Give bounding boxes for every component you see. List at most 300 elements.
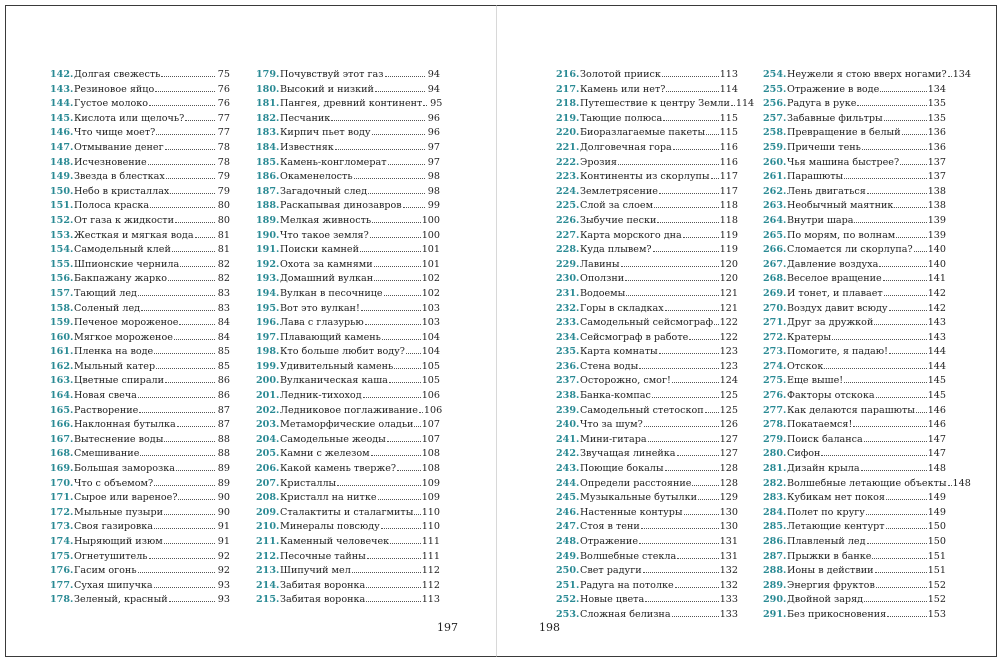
toc-entry-number: 183. (256, 127, 280, 139)
toc-entry-page: 148 (952, 477, 971, 489)
toc-entry (556, 593, 738, 608)
toc-leader-dots (896, 237, 926, 238)
toc-entry (50, 389, 230, 404)
toc-entry (256, 433, 440, 448)
toc-entry-title: Радуга на потолке (580, 579, 674, 591)
toc-entry-title: Самодельные жеоды (280, 433, 386, 445)
book-gutter (496, 6, 497, 655)
toc-leader-dots (361, 310, 421, 311)
toc-entry-title: Шпионские чернила (74, 258, 180, 270)
toc-entry-number: 276. (763, 390, 787, 402)
toc-entry-title: Звезда в блестках (74, 171, 165, 183)
toc-entry-title: Камень или нет? (580, 83, 666, 95)
toc-entry-page: 109 (421, 477, 440, 489)
toc-entry (50, 535, 230, 550)
toc-leader-dots (653, 251, 719, 252)
toc-entry-title: Метаморфические оладьи (280, 419, 414, 431)
toc-leader-dots (389, 382, 421, 383)
toc-entry-page: 100 (421, 229, 440, 241)
toc-entry-page: 79 (217, 185, 230, 197)
toc-entry (256, 520, 440, 535)
toc-entry (763, 462, 946, 477)
toc-entry-page: 146 (927, 419, 946, 431)
toc-entry-title: Забитая воронка (280, 579, 366, 591)
toc-leader-dots (352, 572, 421, 573)
toc-entry-page: 101 (421, 244, 440, 256)
toc-entry-title: Карта комнаты (580, 346, 658, 358)
toc-entry-page: 137 (927, 156, 946, 168)
toc-entry (256, 272, 440, 287)
toc-leader-dots (155, 91, 215, 92)
toc-leader-dots (884, 120, 927, 121)
toc-entry (256, 97, 443, 112)
toc-leader-dots (648, 441, 719, 442)
toc-entry-number: 287. (763, 550, 787, 562)
toc-leader-dots (916, 412, 927, 413)
toc-entry-page: 103 (421, 317, 440, 329)
toc-entry (50, 564, 230, 579)
toc-entry-page: 101 (421, 258, 440, 270)
toc-entry (50, 550, 230, 565)
toc-entry-number: 229. (556, 258, 580, 270)
toc-entry-page: 96 (427, 112, 440, 124)
toc-leader-dots (621, 266, 719, 267)
toc-leader-dots (731, 105, 735, 106)
toc-entry-title: Какой камень тверже? (280, 463, 397, 475)
toc-leader-dots (154, 587, 215, 588)
toc-entry (763, 389, 946, 404)
toc-leader-dots (880, 91, 926, 92)
toc-entry-number: 212. (256, 550, 280, 562)
toc-entry (50, 112, 230, 127)
toc-entry-title: Сейсмограф в работе (580, 331, 689, 343)
toc-entry-number: 175. (50, 550, 74, 562)
toc-entry-title: Лавины (580, 258, 620, 270)
toc-entry-number: 248. (556, 536, 580, 547)
toc-entry (50, 170, 230, 185)
toc-leader-dots (150, 207, 215, 208)
toc-column-right-1 (556, 68, 755, 623)
toc-leader-dots (164, 514, 215, 515)
toc-leader-dots (354, 178, 425, 179)
toc-leader-dots (914, 251, 927, 252)
toc-leader-dots (824, 368, 926, 369)
toc-entry (763, 229, 946, 244)
toc-leader-dots (675, 587, 719, 588)
toc-entry-page: 114 (735, 98, 755, 110)
toc-entry-number: 208. (256, 492, 280, 504)
toc-entry (556, 506, 738, 521)
toc-entry (763, 185, 946, 200)
toc-entry-page: 125 (719, 390, 738, 402)
toc-entry-title: Большая заморозка (74, 463, 175, 475)
toc-entry (763, 506, 946, 521)
toc-entry-title: Сложная белизна (580, 608, 671, 620)
toc-entry (50, 331, 230, 346)
toc-entry-number: 154. (50, 244, 74, 256)
toc-entry-page: 119 (719, 244, 738, 256)
toc-entry (763, 608, 946, 623)
toc-entry-page: 106 (423, 404, 443, 416)
toc-entry-page: 91 (217, 521, 230, 533)
toc-entry-number: 245. (556, 492, 580, 504)
toc-entry-number: 145. (50, 112, 74, 124)
toc-entry (256, 550, 440, 565)
toc-leader-dots (844, 382, 927, 383)
toc-entry-page: 113 (421, 594, 440, 606)
toc-leader-dots (884, 295, 927, 296)
toc-entry-title: И тонет, и плавает (787, 287, 883, 299)
toc-entry-page: 123 (719, 346, 738, 358)
toc-entry-page: 76 (217, 98, 230, 110)
toc-entry-title: Кто больше любит воду? (280, 346, 405, 358)
toc-entry-page: 85 (217, 360, 230, 372)
toc-entry-title: Сломается ли скорлупа? (787, 244, 913, 256)
toc-entry-page: 120 (719, 273, 738, 285)
toc-leader-dots (625, 280, 719, 281)
toc-entry-number: 185. (256, 156, 280, 168)
toc-entry-page: 106 (421, 390, 440, 402)
toc-column-right-2 (763, 68, 972, 623)
toc-entry-page: 87 (217, 419, 230, 431)
toc-leader-dots (875, 572, 927, 573)
toc-entry (256, 243, 440, 258)
toc-entry-title: Горы в складках (580, 302, 664, 314)
toc-leader-dots (140, 455, 215, 456)
toc-column-left-2 (256, 68, 443, 608)
toc-entry-title: Зеленый, красный (74, 594, 168, 606)
toc-entry-title: Удивительный камень (280, 360, 394, 372)
toc-entry-number: 242. (556, 448, 580, 460)
toc-entry-title: Каменный человечек (280, 536, 390, 547)
toc-entry-page: 105 (421, 360, 440, 372)
toc-entry-number: 269. (763, 287, 787, 299)
toc-leader-dots (666, 91, 718, 92)
toc-entry-number: 187. (256, 185, 280, 197)
toc-entry (256, 258, 440, 273)
toc-entry-page: 152 (927, 579, 946, 591)
toc-entry (763, 156, 946, 171)
toc-entry-title: Пангея, древний континент (280, 98, 423, 110)
toc-entry-title: Резиновое яйцо (74, 83, 155, 95)
toc-leader-dots (887, 616, 927, 617)
toc-entry (556, 433, 738, 448)
toc-entry-page: 150 (927, 536, 946, 547)
toc-entry (50, 360, 230, 375)
toc-entry-number: 270. (763, 302, 787, 314)
toc-entry-number: 235. (556, 346, 580, 358)
toc-leader-dots (641, 528, 719, 529)
toc-entry-title: Исчезновение (74, 156, 147, 168)
toc-entry-number: 221. (556, 141, 580, 153)
toc-entry-page: 146 (927, 404, 946, 416)
toc-entry (256, 447, 440, 462)
toc-entry-number: 216. (556, 69, 580, 80)
toc-leader-dots (368, 193, 425, 194)
toc-entry-title: Волшебные летающие объекты (787, 477, 947, 489)
toc-entry-page: 90 (217, 506, 230, 518)
toc-entry-page: 129 (719, 492, 738, 504)
toc-entry-page: 107 (421, 419, 440, 431)
toc-leader-dots (705, 412, 719, 413)
toc-entry-number: 155. (50, 258, 74, 270)
toc-leader-dots (168, 280, 215, 281)
toc-entry (763, 258, 946, 273)
toc-entry-title: Густое молоко (74, 98, 149, 110)
toc-entry-title: Настенные контуры (580, 506, 683, 518)
toc-entry-title: Отражение (580, 536, 639, 547)
toc-entry-title: Известняк (280, 141, 334, 153)
toc-entry (50, 214, 230, 229)
toc-leader-dots (406, 353, 421, 354)
toc-entry-page: 84 (217, 317, 230, 329)
toc-entry (763, 477, 971, 492)
toc-leader-dots (179, 324, 215, 325)
toc-entry (763, 97, 946, 112)
toc-entry-page: 117 (719, 171, 738, 183)
toc-leader-dots (861, 470, 927, 471)
toc-entry-title: Лава с глазурью (280, 317, 364, 329)
toc-entry (256, 185, 440, 200)
toc-entry-number: 189. (256, 214, 280, 226)
toc-entry (256, 374, 440, 389)
toc-entry-title: Печеное мороженое (74, 317, 179, 329)
toc-entry-title: Дизайн крыла (787, 463, 860, 475)
toc-entry-number: 173. (50, 521, 74, 533)
toc-entry-page: 126 (719, 419, 738, 431)
toc-entry-number: 288. (763, 565, 787, 577)
toc-leader-dots (874, 324, 926, 325)
toc-entry-page: 89 (217, 463, 230, 475)
toc-entry-page: 139 (927, 229, 946, 241)
toc-entry (256, 389, 440, 404)
toc-entry-number: 144. (50, 98, 74, 110)
toc-entry-number: 273. (763, 346, 787, 358)
toc-entry-page: 135 (927, 112, 946, 124)
toc-entry-number: 169. (50, 463, 74, 475)
toc-entry-title: Поиски камней (280, 244, 359, 256)
toc-entry-page: 110 (421, 521, 440, 533)
toc-entry-number: 193. (256, 273, 280, 285)
toc-entry-number: 236. (556, 360, 580, 372)
toc-entry-number: 180. (256, 83, 280, 95)
toc-entry-page: 82 (217, 258, 230, 270)
toc-leader-dots (677, 455, 719, 456)
toc-entry-page: 134 (927, 83, 946, 95)
toc-entry-number: 265. (763, 229, 787, 241)
toc-entry (556, 112, 738, 127)
toc-entry-number: 167. (50, 433, 74, 445)
toc-entry-title: Самодельный клей (74, 244, 171, 256)
toc-entry-page: 120 (719, 258, 738, 270)
toc-entry-page: 100 (421, 214, 440, 226)
toc-entry (256, 126, 440, 141)
toc-entry-number: 274. (763, 360, 787, 372)
toc-entry-page: 112 (421, 579, 440, 591)
toc-entry-title: Еще выше! (787, 375, 844, 387)
toc-leader-dots (857, 105, 926, 106)
toc-entry-page: 153 (927, 608, 946, 620)
toc-entry-title: Континенты из скорлупы (580, 171, 710, 183)
toc-entry-title: Прыжки в банке (787, 550, 872, 562)
toc-entry-number: 264. (763, 214, 787, 226)
toc-leader-dots (382, 339, 421, 340)
toc-entry-number: 227. (556, 229, 580, 241)
toc-entry-title: Своя газировка (74, 521, 154, 533)
toc-leader-dots (170, 193, 215, 194)
toc-entry (50, 506, 230, 521)
toc-entry-title: Лень двигаться (787, 185, 866, 197)
toc-entry-number: 207. (256, 477, 280, 489)
toc-entry (763, 199, 946, 214)
toc-entry (256, 345, 440, 360)
toc-leader-dots (639, 368, 718, 369)
toc-leader-dots (374, 266, 421, 267)
toc-entry-title: Высокий и низкий (280, 83, 374, 95)
toc-entry-number: 231. (556, 287, 580, 299)
toc-entry-page: 143 (927, 317, 946, 329)
page-number-left: 197 (437, 621, 458, 634)
toc-entry-title: Осторожно, смог! (580, 375, 671, 387)
toc-leader-dots (375, 91, 425, 92)
toc-entry-page: 78 (217, 156, 230, 168)
toc-entry-title: Землетрясение (580, 185, 658, 197)
toc-entry-page: 111 (421, 536, 440, 547)
toc-entry-title: Вытеснение воды (74, 433, 164, 445)
toc-entry-page: 139 (927, 214, 946, 226)
toc-entry-title: Мыльный катер (74, 360, 156, 372)
toc-entry (256, 112, 440, 127)
toc-entry-number: 177. (50, 579, 74, 591)
toc-leader-dots (886, 499, 927, 500)
toc-entry (556, 287, 738, 302)
toc-leader-dots (853, 426, 926, 427)
toc-entry-number: 211. (256, 536, 280, 547)
toc-entry-page: 132 (719, 565, 738, 577)
toc-entry-page: 99 (427, 200, 440, 212)
toc-entry-number: 228. (556, 244, 580, 256)
toc-leader-dots (366, 601, 420, 602)
toc-leader-dots (692, 485, 718, 486)
toc-entry (763, 126, 946, 141)
toc-entry-number: 179. (256, 69, 280, 80)
toc-entry-number: 146. (50, 127, 74, 139)
toc-leader-dots (672, 382, 719, 383)
toc-entry (763, 141, 946, 156)
toc-entry-title: Вот это вулкан! (280, 302, 360, 314)
toc-leader-dots (889, 310, 927, 311)
toc-entry (50, 404, 230, 419)
toc-entry (256, 491, 440, 506)
toc-leader-dots (626, 295, 718, 296)
toc-entry (556, 374, 738, 389)
toc-entry-number: 267. (763, 258, 787, 270)
toc-entry-page: 130 (719, 506, 738, 518)
toc-leader-dots (711, 178, 719, 179)
toc-entry-title: Покатаемся! (787, 419, 853, 431)
toc-leader-dots (872, 558, 926, 559)
toc-entry-title: Чья машина быстрее? (787, 156, 900, 168)
toc-entry-page: 119 (719, 229, 738, 241)
toc-leader-dots (384, 295, 421, 296)
toc-entry-page: 111 (421, 550, 440, 562)
toc-entry (763, 579, 946, 594)
toc-entry-number: 198. (256, 346, 280, 358)
toc-leader-dots (652, 397, 719, 398)
toc-entry (556, 185, 738, 200)
toc-entry-number: 250. (556, 565, 580, 577)
toc-entry-page: 143 (927, 331, 946, 343)
toc-entry (256, 83, 440, 98)
toc-entry (50, 579, 230, 594)
toc-entry-title: Необычный маятник (787, 200, 894, 212)
toc-entry-title: Двойной заряд (787, 594, 864, 606)
toc-entry (556, 316, 738, 331)
toc-entry-number: 156. (50, 273, 74, 285)
toc-leader-dots (414, 426, 420, 427)
toc-entry-number: 161. (50, 346, 74, 358)
toc-entry-number: 266. (763, 244, 787, 256)
toc-leader-dots (154, 485, 215, 486)
toc-leader-dots (387, 441, 421, 442)
toc-leader-dots (372, 222, 421, 223)
toc-leader-dots (154, 528, 215, 529)
toc-entry-title: Окаменелость (280, 171, 353, 183)
toc-entry-page: 145 (927, 390, 946, 402)
toc-leader-dots (175, 222, 215, 223)
toc-leader-dots (149, 105, 215, 106)
toc-leader-dots (894, 207, 926, 208)
toc-leader-dots (654, 207, 719, 208)
toc-entry-page: 118 (719, 214, 738, 226)
toc-entry-page: 123 (719, 360, 738, 372)
toc-entry (763, 243, 946, 258)
toc-entry-number: 152. (50, 214, 74, 226)
toc-leader-dots (388, 164, 425, 165)
toc-leader-dots (867, 543, 927, 544)
toc-entry (556, 418, 738, 433)
toc-entry (256, 156, 440, 171)
toc-entry (763, 520, 946, 535)
toc-entry-page: 128 (719, 463, 738, 475)
toc-entry-page: 144 (927, 360, 946, 372)
toc-entry-page: 130 (719, 521, 738, 533)
toc-entry-number: 218. (556, 98, 580, 110)
toc-entry-title: Кристалл на нитке (280, 492, 377, 504)
toc-entry-page: 121 (719, 287, 738, 299)
toc-entry-page: 114 (719, 83, 738, 95)
toc-entry-title: Почувствуй этот газ (280, 69, 384, 80)
toc-entry (556, 170, 738, 185)
toc-entry-page: 83 (217, 302, 230, 314)
toc-entry-page: 142 (927, 287, 946, 299)
toc-leader-dots (370, 237, 421, 238)
toc-entry-page: 97 (427, 156, 440, 168)
toc-entry (556, 447, 738, 462)
toc-entry-title: Как делаются парашюты (787, 404, 915, 416)
toc-entry-title: Мыльные пузыри (74, 506, 163, 518)
toc-entry-title: Что за шум? (580, 419, 643, 431)
toc-entry-number: 178. (50, 594, 74, 606)
toc-entry-number: 219. (556, 112, 580, 124)
toc-leader-dots (138, 572, 215, 573)
toc-entry (556, 550, 738, 565)
toc-entry-number: 194. (256, 287, 280, 299)
toc-leader-dots (864, 441, 927, 442)
toc-entry-title: Факторы отскока (787, 390, 875, 402)
toc-entry-page: 88 (217, 448, 230, 460)
toc-leader-dots (821, 455, 926, 456)
